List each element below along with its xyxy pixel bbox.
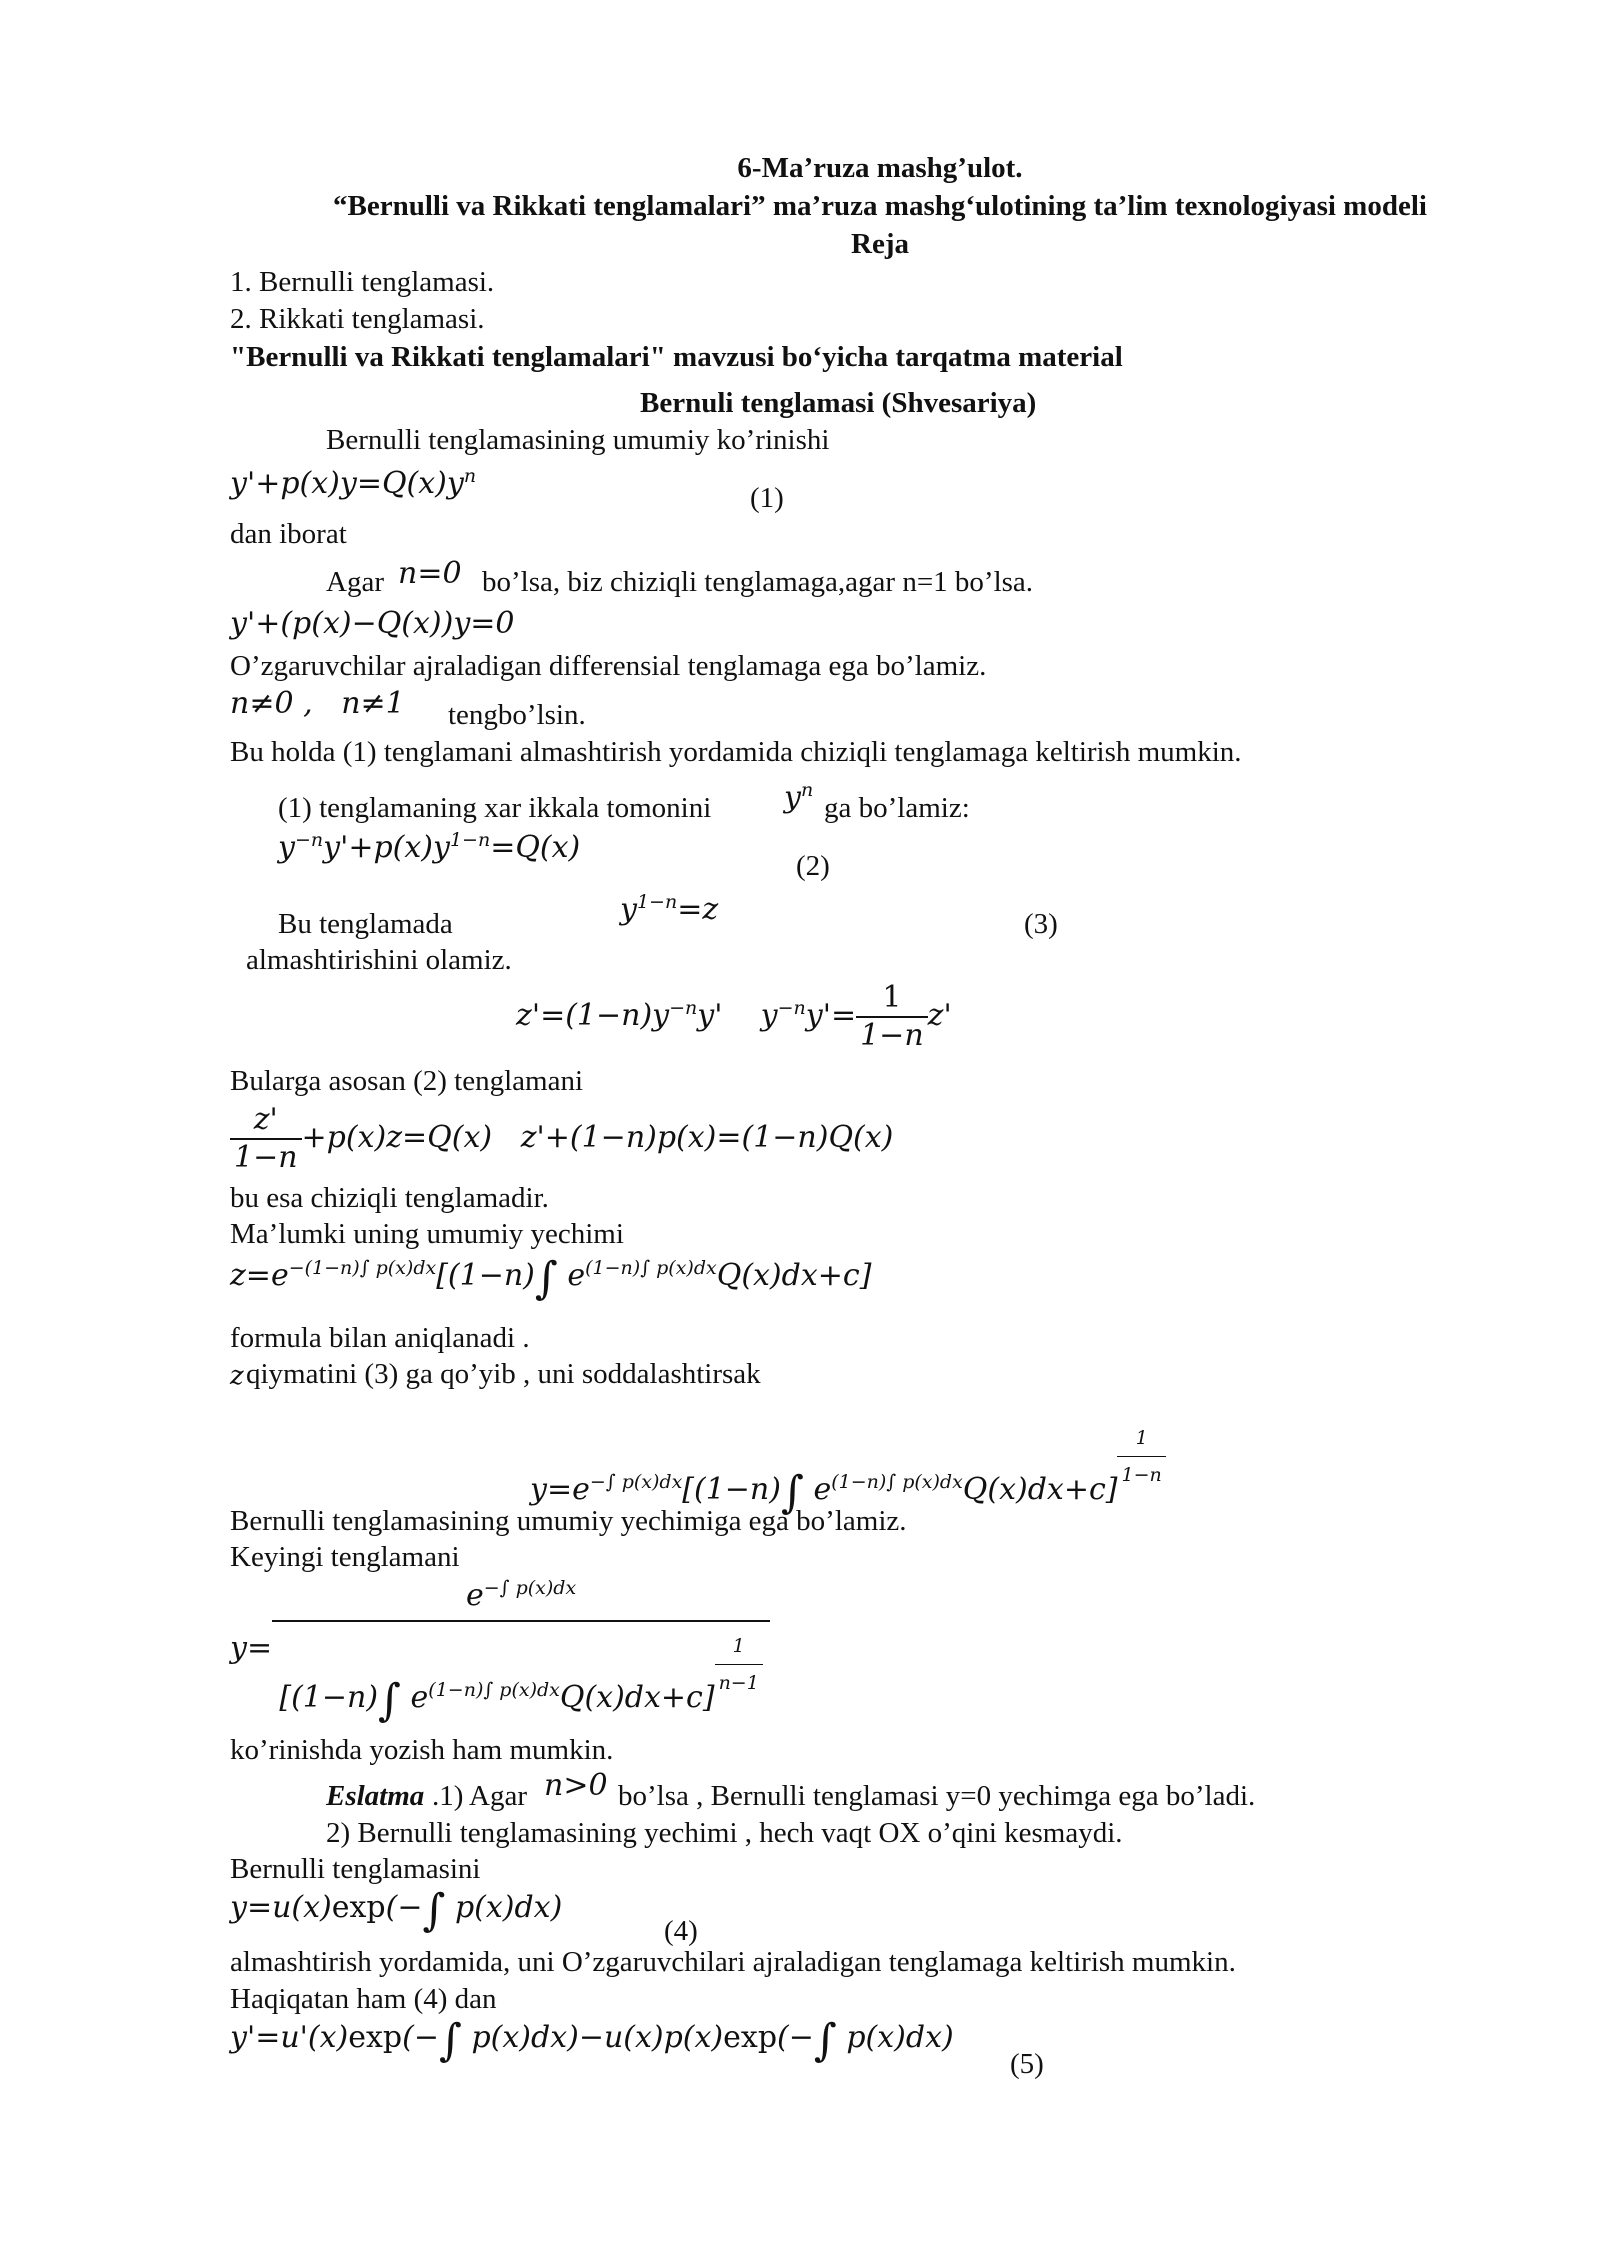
paragraph-malumki: Ma’lumki uning umumiy yechimi — [230, 1218, 624, 1250]
paragraph-haqiqatan: Haqiqatan ham (4) dan — [230, 1983, 497, 2015]
paragraph-umumiy-yechim: Bernulli tenglamasining umumiy yechimiga ega bo’lamiz. — [230, 1505, 907, 1537]
paragraph-bernulli-tenglamasini: Bernulli tenglamasini — [230, 1853, 481, 1885]
math-n-conditions: n≠0 , n≠1 — [230, 686, 405, 721]
equation-z-solution: $z=e^{-(1-n)\int p(x)dx}[(1-n)\int$ $e^{(1-n)\int p(x)dx}Q(x)dx+c$] — [230, 1253, 872, 1304]
equation-2: $y^{-n}y'+p(x)y^{1-n}=Q(x)$ — [278, 829, 581, 865]
note-item-1b: bo’lsa , Bernulli tenglamasi y=0 yechimga ega bo’ladi. — [618, 1780, 1256, 1812]
paragraph-separable: O’zgaruvchilar ajraladigan differensial tenglamaga ega bo’lamiz. — [230, 650, 987, 682]
paragraph-ajraladigan: almashtirish yordamida, uni O’zgaruvchilari ajraladigan tenglamaga keltirish mumkin. — [230, 1946, 1236, 1978]
paragraph-almashtirish: almashtirishini olamiz. — [246, 944, 512, 976]
paragraph-formula: formula bilan aniqlanadi . — [230, 1322, 530, 1354]
math-n-gt-0: n>0 — [544, 1768, 608, 1803]
plan-item-1: 1. Bernulli tenglamasi. — [230, 266, 495, 298]
note-item-2: 2) Bernulli tenglamasining yechimi , hech vaqt OX o’qini kesmaydi. — [326, 1817, 1123, 1849]
equation-3: $y^{1-n}=z$ — [620, 891, 719, 927]
equation-y-solution: $y=e^{-\int p(x)dx}[(1-n)\int$ $e^{(1-n)\int p(x)dx}Q(x)dx+c$] $\frac{1}{1-n}$ — [530, 1420, 1166, 1511]
paragraph-korinishda: ko’rinishda yozish ham mumkin. — [230, 1734, 614, 1766]
note-item-1a: .1) Agar — [432, 1780, 528, 1812]
equation-number-5: (5) — [1010, 2048, 1044, 2080]
lecture-number: 6-Ma’ruza mashg’ulot. — [737, 152, 1023, 184]
equation-4: y=u(x)exp(−∫ p(x)dx) — [230, 1885, 563, 1936]
math-z-symbol: z — [230, 1361, 244, 1391]
paragraph-holda: Bu holda (1) tenglamani almashtirish yordamida chiziqli tenglamaga keltirish mumkin. — [230, 736, 1242, 768]
paragraph-qiymatini: qiymatini (3) ga qo’yib , uni soddalashtirsak — [246, 1358, 761, 1390]
math-n-eq-0: n=0 — [398, 556, 462, 591]
math-y-power-n: $y^n$ — [784, 779, 814, 815]
equation-derivative-z: $z'=(1-n)y^{-n}y'$ $y^{-n}y'=$ $\frac{1}{1-n}$ z' — [516, 980, 952, 1053]
section-title: Bernuli tenglamasi (Shvesariya) — [640, 387, 1037, 419]
equation-linear-case: y'+(p(x)−Q(x))y=0 — [230, 606, 515, 641]
plan-title: Reja — [851, 228, 909, 260]
handout-title: "Bernulli va Rikkati tenglamalari" mavzusi bo‘yicha tarqatma material — [230, 341, 1123, 373]
paragraph-divide-a: (1) tenglamaning xar ikkala tomonini — [278, 792, 712, 824]
equation-number-2: (2) — [796, 850, 830, 882]
paragraph-dan-iborat: dan iborat — [230, 518, 347, 550]
paragraph-keyingi: Keyingi tenglamani — [230, 1541, 460, 1573]
lecture-subtitle: “Bernulli va Rikkati tenglamalari” ma’ruza mashg‘ulotining ta’lim texnologiyasi modeli — [333, 190, 1427, 222]
equation-linear-z: $\frac{z'}{1-n}$ +p(x)z=Q(x) z'+(1−n)p(x)=(1−n)Q(x) — [230, 1102, 893, 1176]
equation-number-4: (4) — [664, 1915, 698, 1947]
paragraph-general-form: Bernulli tenglamasining umumiy ko’rinishi — [326, 424, 830, 456]
equation-number-1: (1) — [750, 482, 784, 514]
equation-number-3: (3) — [1024, 908, 1058, 940]
paragraph-chiziqli: bu esa chiziqli tenglamadir. — [230, 1182, 549, 1214]
equation-y-fraction: y= $e^{-\int p(x)dx}$ [(1−n)∫ $e^{(1-n)\int p(x)dx}Q(x)dx+c$] $\frac{1}{n-1}$ — [230, 1578, 770, 1719]
paragraph-bu-tenglamada: Bu tenglamada — [278, 908, 453, 940]
equation-5: y'=u'(x)exp(−∫ p(x)dx)−u(x)p(x)exp(−∫ p(x)dx) — [230, 2015, 954, 2066]
equation-1: $y'+p(x)y=Q(x)y^n$ — [230, 465, 477, 501]
paragraph-teng-bolsin: tengbo’lsin. — [448, 699, 586, 731]
note-label: Eslatma — [326, 1780, 425, 1812]
plan-item-2: 2. Rikkati tenglamasi. — [230, 303, 485, 335]
paragraph-divide-b: ga bo’lamiz: — [824, 792, 970, 824]
paragraph-agar-a: Agar — [326, 566, 384, 598]
paragraph-bularga: Bularga asosan (2) tenglamani — [230, 1065, 583, 1097]
paragraph-agar-b: bo’lsa, biz chiziqli tenglamaga,agar n=1 bo’lsa. — [482, 566, 1034, 598]
